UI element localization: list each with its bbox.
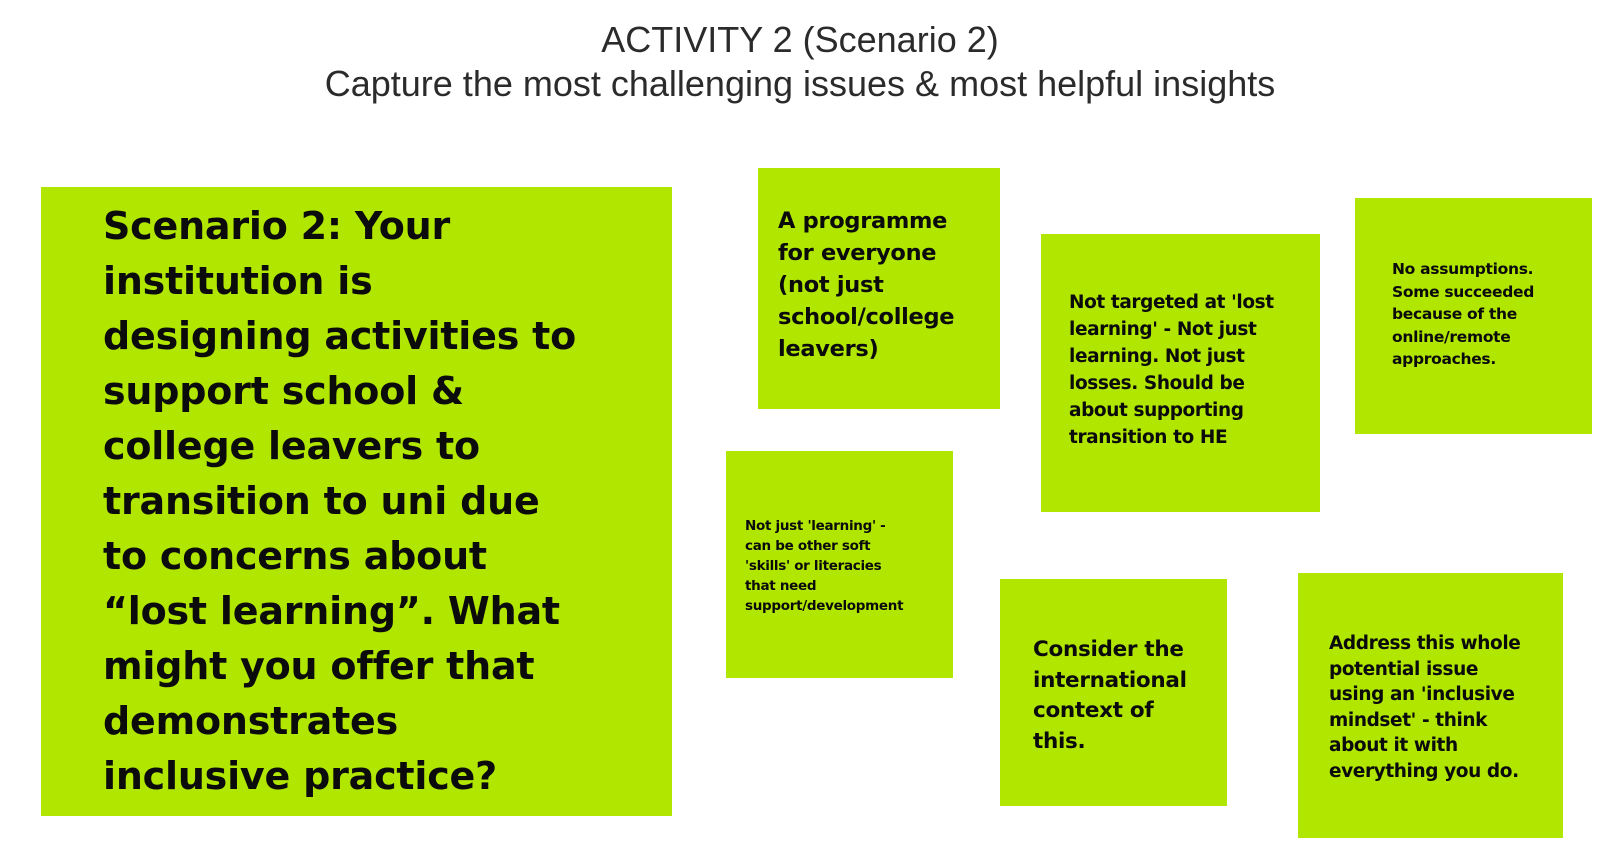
note-text-line: for everyone <box>778 240 937 266</box>
programme-for-everyone-note[interactable] <box>758 168 1000 409</box>
note-text-line: using an 'inclusive <box>1329 684 1515 705</box>
note-text-line: everything you do. <box>1329 760 1519 782</box>
not-just-learning-note[interactable] <box>726 451 953 678</box>
note-text-line: might you offer that <box>103 644 535 688</box>
note-text-line: this. <box>1033 728 1086 754</box>
note-text-line: (not just <box>778 272 884 298</box>
note-text-line: potential issue <box>1329 658 1479 680</box>
note-text-line: mindset' - think <box>1329 709 1488 731</box>
note-text-line: Scenario 2: Your <box>103 204 451 248</box>
note-text-line: transition to HE <box>1069 427 1228 448</box>
note-text-line: leavers) <box>778 336 879 362</box>
international-context-note[interactable] <box>1000 579 1227 806</box>
note-text-line: Not targeted at 'lost <box>1069 292 1274 313</box>
slide-subtitle: Capture the most challenging issues & most helpful insights <box>324 63 1276 104</box>
note-text-line: inclusive practice? <box>103 754 497 798</box>
note-text-line: can be other soft <box>745 538 871 554</box>
note-text-line: “lost learning”. What <box>103 589 560 633</box>
note-text-line: school/college <box>778 304 955 330</box>
note-text-line: No assumptions. <box>1392 260 1534 278</box>
note-text-line: approaches. <box>1392 350 1496 368</box>
note-text-line: Consider the <box>1033 637 1184 662</box>
note-text-line: international <box>1033 667 1187 693</box>
note-text-line: to concerns about <box>103 534 487 578</box>
note-text-line: transition to uni due <box>103 479 540 523</box>
note-text-line: context of <box>1033 698 1154 723</box>
inclusive-mindset-note[interactable] <box>1298 573 1563 838</box>
note-text-line: 'skills' or literacies <box>745 558 882 574</box>
not-targeted-lost-learning-note[interactable] <box>1041 234 1320 512</box>
note-text-line: Some succeeded <box>1392 282 1535 301</box>
note-text-line: losses. Should be <box>1069 373 1245 394</box>
slide-title-line-1: ACTIVITY 2 (Scenario 2) <box>601 19 999 60</box>
note-text-line: about it with <box>1329 735 1458 756</box>
note-text-line: institution is <box>103 259 373 303</box>
note-text-line: that need <box>745 578 817 594</box>
no-assumptions-note[interactable] <box>1355 198 1592 434</box>
slide-title <box>0 18 1600 106</box>
note-text-line: Not just 'learning' - <box>745 518 886 534</box>
note-text-line: demonstrates <box>103 699 399 743</box>
note-text-line: learning' - Not just <box>1069 319 1257 340</box>
note-text-line: support/development <box>745 598 904 614</box>
note-text-line: learning. Not just <box>1069 346 1245 367</box>
note-text-line: online/remote <box>1392 327 1511 346</box>
note-text-line: A programme <box>778 208 948 234</box>
note-text-line: college leavers to <box>103 424 480 468</box>
note-text-line: because of the <box>1392 305 1517 323</box>
note-text-line: designing activities to <box>103 314 577 358</box>
note-text-line: support school & <box>103 369 464 413</box>
note-text-line: about supporting <box>1069 400 1244 421</box>
note-text-line: Address this whole <box>1329 633 1521 654</box>
scenario-sticky-note[interactable] <box>41 187 672 816</box>
